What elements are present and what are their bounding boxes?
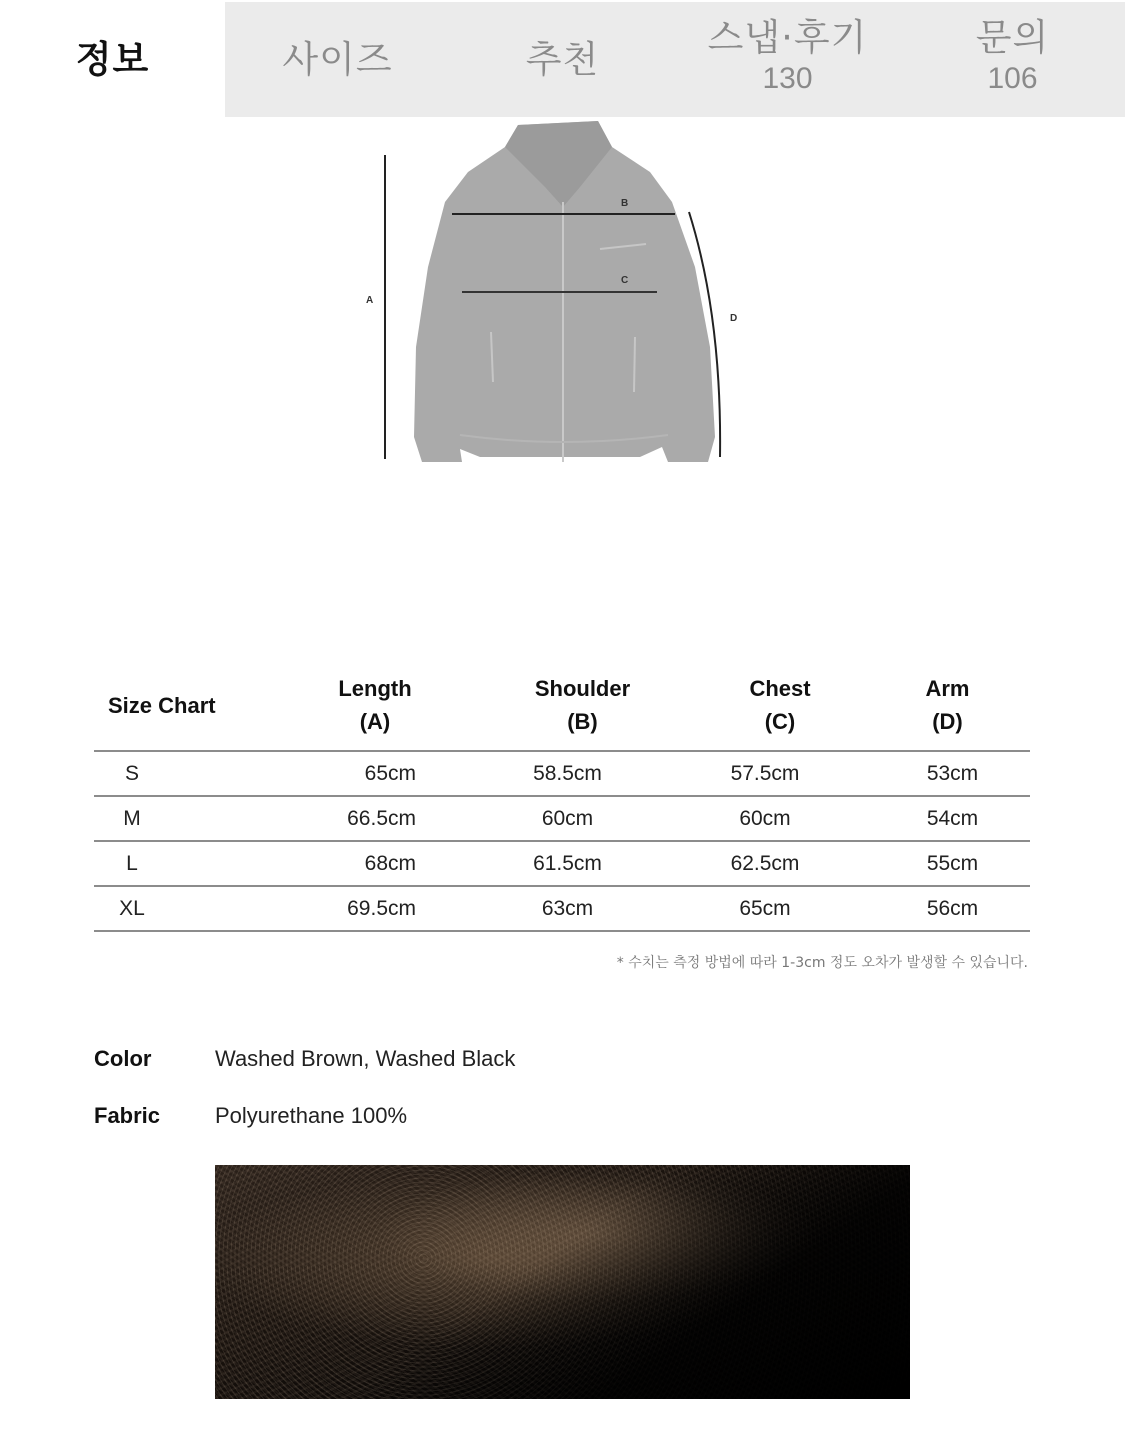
jacket-measurement-diagram	[350, 117, 770, 477]
tab-snap-review[interactable]	[675, 2, 900, 117]
spec-fabric-value: Polyurethane 100%	[215, 1103, 408, 1128]
size-chart-header-row	[94, 660, 1030, 751]
measurement-disclaimer: * 수치는 측정 방법에 따라 1-3cm 정도 오차가 발생할 수 있습니다.	[616, 955, 1028, 971]
size-label: XL	[119, 896, 145, 920]
table-row	[94, 751, 1030, 796]
chest-value: 57.5cm	[730, 761, 800, 785]
spec-color-label: Color	[94, 1046, 152, 1071]
tab-info-label: 정보	[75, 37, 150, 81]
diagram-label-c: C	[621, 275, 629, 286]
table-row	[94, 796, 1030, 841]
diagram-label-d: D	[730, 313, 738, 324]
column-header-chest	[695, 660, 865, 751]
tab-inquiry-count: 106	[987, 61, 1038, 95]
tab-recommend-label: 추천	[525, 37, 600, 81]
column-shoulder-name: Shoulder	[534, 676, 631, 701]
chest-value: 65cm	[739, 896, 791, 920]
tab-recommend[interactable]	[450, 2, 675, 117]
tab-inquiry[interactable]	[900, 2, 1125, 117]
chest-value: 60cm	[739, 806, 791, 830]
size-chart-table	[94, 660, 1030, 932]
shoulder-value: 58.5cm	[533, 761, 602, 785]
length-value: 66.5cm	[347, 806, 416, 830]
tab-size-label: 사이즈	[282, 37, 393, 81]
shoulder-value: 63cm	[541, 896, 594, 920]
length-value: 69.5cm	[347, 896, 416, 920]
column-length-code: (A)	[359, 709, 391, 734]
size-label: S	[124, 761, 139, 785]
column-chest-name: Chest	[749, 676, 811, 701]
spec-fabric-label: Fabric	[94, 1103, 161, 1128]
jacket-illustration-icon	[350, 117, 770, 477]
diagram-label-b: B	[621, 198, 629, 209]
tab-inquiry-label: 문의	[975, 15, 1050, 59]
shoulder-value: 61.5cm	[533, 851, 602, 875]
diagram-label-a: A	[366, 295, 374, 306]
fabric-texture-image	[215, 1165, 910, 1399]
spec-color-row	[94, 1044, 515, 1074]
column-chest-code: (C)	[764, 709, 796, 734]
length-value: 65cm	[364, 761, 416, 785]
size-label: L	[126, 851, 138, 875]
size-chart-title: Size Chart	[108, 692, 216, 718]
spec-color-value: Washed Brown, Washed Black	[215, 1046, 516, 1071]
spec-fabric-row	[94, 1101, 407, 1131]
tab-info[interactable]	[0, 2, 225, 117]
product-tab-bar	[0, 2, 1125, 117]
table-row	[94, 886, 1030, 931]
column-arm-code: (D)	[932, 709, 963, 734]
tab-snap-review-label: 스냅·후기	[707, 15, 868, 59]
arm-value: 53cm	[926, 761, 979, 785]
column-header-shoulder	[470, 660, 695, 751]
column-length-name: Length	[338, 676, 412, 701]
column-arm-name: Arm	[925, 676, 970, 701]
chest-value: 62.5cm	[730, 851, 800, 875]
tab-snap-review-count: 130	[762, 61, 813, 95]
length-value: 68cm	[364, 851, 416, 875]
table-row	[94, 841, 1030, 886]
size-label: M	[123, 806, 141, 830]
column-shoulder-code: (B)	[567, 709, 598, 734]
arm-value: 54cm	[926, 806, 979, 830]
column-header-length	[280, 660, 470, 751]
shoulder-value: 60cm	[541, 806, 594, 830]
arm-value: 56cm	[926, 896, 979, 920]
arm-value: 55cm	[926, 851, 979, 875]
column-header-arm	[865, 660, 1030, 751]
tab-size[interactable]	[225, 2, 450, 117]
